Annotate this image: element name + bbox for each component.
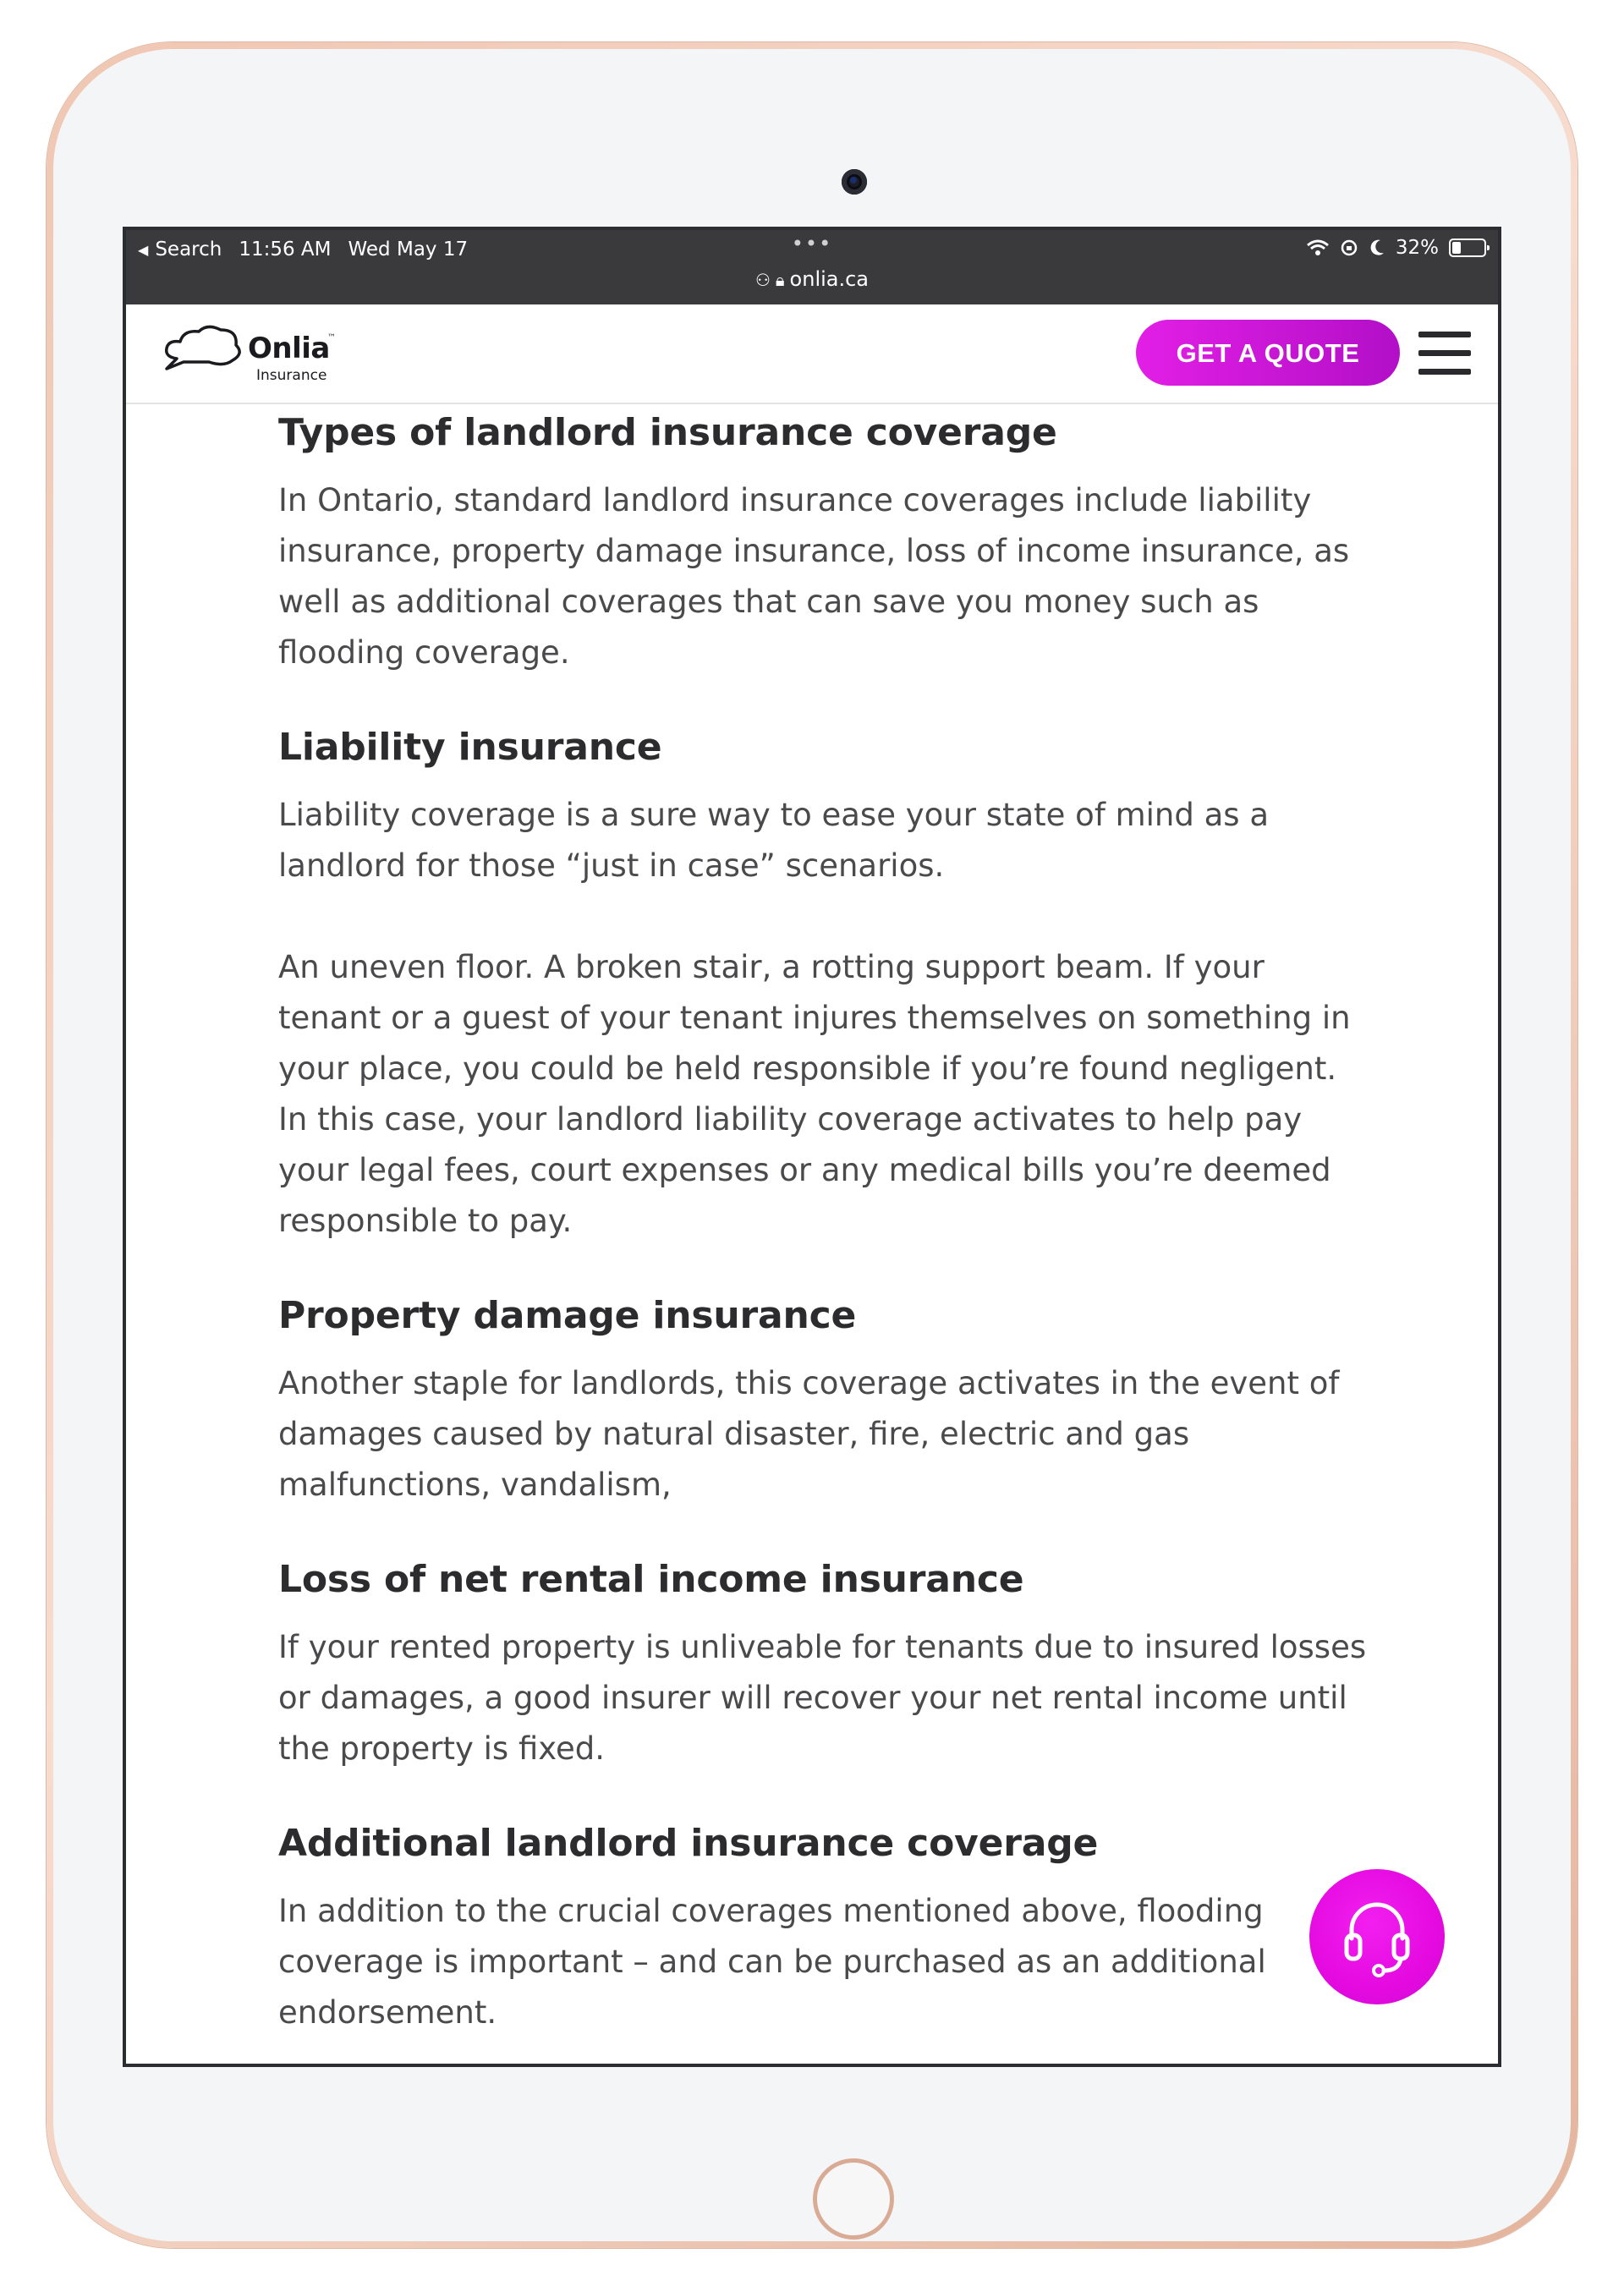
logo-wordmark: Onlia: [248, 332, 330, 365]
paragraph-liability-detail: An uneven floor. A broken stair, a rotting support beam. If your tenant or a guest of your tenant injures themselves on something in your place, you could be held responsible if you’re found negligent. In this case, your landlord liability coverage activates to help pay your legal fees, court expenses or any medical bills you’re deemed responsible to pay.: [278, 949, 1351, 1239]
logo-subtitle: Insurance: [256, 367, 327, 384]
onlia-logo[interactable]: [160, 325, 354, 384]
paragraph-property-damage: Another staple for landlords, this coverage activates in the event of damages caused by natural disaster, fire, electric and gas malfunctions, vandalism,: [278, 1365, 1340, 1503]
tracking-shield-icon: ⚇: [754, 270, 771, 290]
heading-property-damage: Property damage insurance: [278, 1294, 857, 1337]
moon-icon: [1369, 239, 1385, 257]
orientation-lock-icon: [1340, 239, 1358, 257]
hamburger-line: [1418, 332, 1471, 337]
front-camera: [842, 169, 867, 195]
back-to-search-link[interactable]: Search: [155, 239, 222, 260]
paragraph-loss-of-rental-income: If your rented property is unliveable for tenants due to insured losses or damages, a good insurer will recover your net rental income until the property is fixed.: [278, 1629, 1367, 1767]
status-bar-right: [1306, 237, 1486, 259]
paragraph-additional-coverage: In addition to the crucial coverages mentioned above, flooding coverage is important – and can be purchased as an additional endorsement.: [278, 1893, 1266, 2031]
wifi-icon: [1306, 239, 1330, 257]
lock-icon: 🔒︎: [775, 270, 785, 290]
home-button[interactable]: [813, 2158, 894, 2240]
heading-liability-insurance: Liability insurance: [278, 726, 662, 769]
hamburger-icon[interactable]: [1418, 332, 1471, 376]
get-a-quote-button[interactable]: GET A QUOTE: [1136, 320, 1400, 386]
paragraph-types-of-coverage: In Ontario, standard landlord insurance coverages include liability insurance, property damage insurance, loss of income insurance, as well as additional coverages that can save you money such as flooding coverage.: [278, 482, 1350, 671]
url-text[interactable]: onlia.ca: [789, 267, 870, 291]
logo-trademark: ™: [327, 333, 336, 343]
heading-types-of-coverage: Types of landlord insurance coverage: [278, 411, 1057, 454]
support-chat-button[interactable]: [1309, 1869, 1445, 2004]
paragraph-liability-intro: Liability coverage is a sure way to ease your state of mind as a landlord for those “just in case” scenarios.: [278, 797, 1270, 884]
address-bar[interactable]: [126, 267, 1498, 291]
status-bar: [126, 230, 1498, 304]
status-time: 11:56 AM: [239, 239, 332, 260]
battery-icon: [1449, 239, 1486, 257]
heading-loss-of-rental-income: Loss of net rental income insurance: [278, 1558, 1024, 1601]
back-arrow-icon[interactable]: ◀: [138, 241, 149, 258]
hamburger-line: [1418, 350, 1471, 356]
heading-additional-coverage: Additional landlord insurance coverage: [278, 1822, 1099, 1865]
browser-screen: [123, 227, 1501, 2067]
headset-icon: [1338, 1896, 1416, 1977]
status-date: Wed May 17: [348, 239, 469, 260]
multitasking-dots[interactable]: •••: [791, 232, 833, 255]
hamburger-line: [1418, 369, 1471, 375]
cloud-logo-icon: [160, 325, 244, 379]
site-header: [126, 304, 1498, 404]
battery-percent: 32%: [1395, 237, 1439, 259]
